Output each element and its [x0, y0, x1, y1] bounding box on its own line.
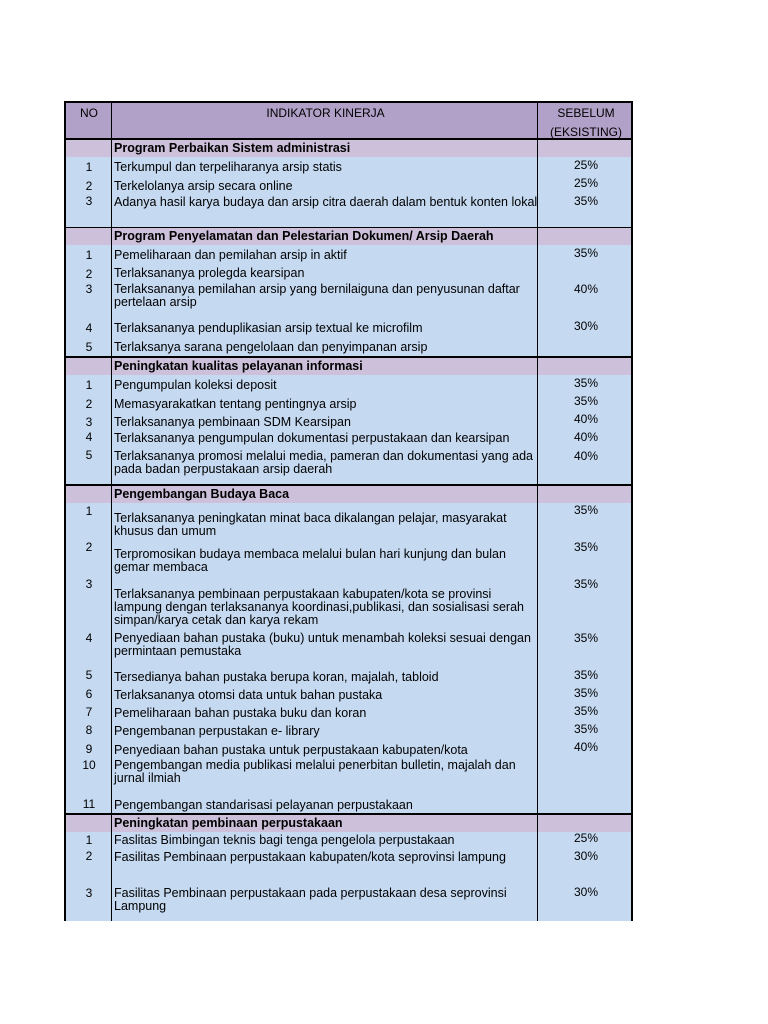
row-text: Pemeliharaan dan pemilahan arsip in aktif — [114, 248, 347, 262]
section-pembinaan-perpustakaan — [64, 813, 633, 921]
row-no: 1 — [85, 833, 93, 847]
row-no: 3 — [85, 282, 93, 296]
row-no: 3 — [85, 886, 93, 900]
row-pct: 35% — [573, 686, 599, 700]
row-text: Pengumpulan koleksi deposit — [114, 378, 277, 392]
section-administrasi — [64, 140, 633, 228]
row-pct: 35% — [573, 540, 599, 554]
row-no: 4 — [85, 631, 93, 645]
row-pct: 40% — [573, 412, 599, 426]
section-title: Program Penyelamatan dan Pelestarian Dokumen/ Arsip Daerah — [114, 229, 494, 243]
row-pct: 35% — [573, 246, 599, 260]
row-text: Tersedianya bahan pustaka berupa koran, majalah, tabloid — [114, 670, 439, 684]
row-no: 3 — [85, 415, 93, 429]
row-text: Penyediaan bahan pustaka untuk perpustakaan kabupaten/kota — [114, 743, 468, 757]
row-no: 7 — [85, 705, 93, 719]
row-text: Terlaksananya pengumpulan dokumentasi perpustakaan dan kearsipan — [114, 431, 510, 445]
row-pct: 25% — [573, 176, 599, 190]
row-no: 9 — [85, 742, 93, 756]
row-pct: 40% — [573, 430, 599, 444]
row-no: 3 — [85, 194, 93, 208]
row-no: 1 — [85, 160, 93, 174]
row-text: Pemeliharaan bahan pustaka buku dan koran — [114, 706, 367, 720]
row-text: Pengembangan media publikasi melalui penerbitan bulletin, majalah dan jurnal ilmiah — [114, 758, 516, 785]
section-title: Program Perbaikan Sistem administrasi — [114, 141, 351, 155]
row-text: Pengembangan standarisasi pelayanan perpustakaan — [114, 798, 413, 812]
header-no: NO — [80, 106, 98, 120]
indicator-table — [64, 101, 633, 921]
header-sebelum-line1: SEBELUM — [557, 106, 615, 120]
row-no: 5 — [85, 668, 93, 682]
row-no: 2 — [85, 540, 93, 554]
row-pct: 25% — [573, 158, 599, 172]
row-text: Terlaksananya penduplikasian arsip textual ke microfilm — [114, 321, 423, 335]
row-text: Adanya hasil karya budaya dan arsip citra daerah dalam bentuk konten lokal — [114, 195, 538, 209]
row-text: Penyediaan bahan pustaka (buku) untuk menambah koleksi sesuai dengan permintaan pemustaka — [114, 631, 531, 658]
row-text: Terlaksananya pembinaan SDM Kearsipan — [114, 415, 351, 429]
row-pct: 25% — [573, 831, 599, 845]
row-text: Fasilitas Pembinaan perpustakaan pada perpustakaan desa seprovinsi Lampung — [114, 886, 507, 913]
table-header — [64, 101, 633, 140]
section-title: Peningkatan kualitas pelayanan informasi — [114, 359, 363, 373]
row-no: 2 — [85, 849, 93, 863]
row-pct: 35% — [573, 722, 599, 736]
row-pct: 35% — [573, 631, 599, 645]
row-text: Terlaksananya prolegda kearsipan — [114, 266, 305, 280]
row-pct: 40% — [573, 740, 599, 754]
row-pct: 35% — [573, 194, 599, 208]
row-pct: 30% — [573, 319, 599, 333]
row-no: 10 — [82, 758, 96, 772]
section-pelayanan-informasi — [64, 356, 633, 484]
row-pct: 35% — [573, 577, 599, 591]
header-indikator: INDIKATOR KINERJA — [266, 106, 385, 120]
header-sebelum-line2: (EKSISTING) — [549, 125, 622, 139]
header-sebelum — [539, 104, 633, 142]
row-no: 4 — [85, 430, 93, 444]
row-pct: 40% — [573, 449, 599, 463]
row-pct: 40% — [573, 282, 599, 296]
row-text: Terlaksananya pemilahan arsip yang bernilaiguna dan penyusunan daftar pertelaan arsip — [114, 282, 520, 309]
row-pct: 30% — [573, 849, 599, 863]
row-text: Terpromosikan budaya membaca melalui bulan hari kunjung dan bulan gemar membaca — [114, 547, 506, 574]
row-no: 2 — [85, 179, 93, 193]
row-text: Pengembanan perpustakan e- library — [114, 724, 320, 738]
row-text: Fasilitas Pembinaan perpustakaan kabupaten/kota seprovinsi lampung — [114, 850, 506, 864]
row-no: 5 — [85, 340, 93, 354]
row-no: 1 — [85, 378, 93, 392]
row-text: Terkumpul dan terpeliharanya arsip statis — [114, 160, 342, 174]
row-text: Terlaksananya otomsi data untuk bahan pustaka — [114, 688, 383, 702]
row-no: 4 — [85, 321, 93, 335]
row-no: 11 — [82, 797, 96, 811]
row-no: 2 — [85, 267, 93, 281]
row-text: Terlaksananya peningkatan minat baca dikalangan pelajar, masyarakat khusus dan umum — [114, 511, 507, 538]
row-pct: 35% — [573, 668, 599, 682]
row-text: Memasyarakatkan tentang pentingnya arsip — [114, 397, 357, 411]
row-no: 2 — [85, 397, 93, 411]
row-pct: 35% — [573, 704, 599, 718]
row-pct: 35% — [573, 394, 599, 408]
row-no: 3 — [85, 577, 93, 591]
row-text: Terlaksananya promosi melalui media, pameran dan dokumentasi yang ada pada badan perpustakaan arsip daerah — [114, 449, 533, 476]
row-text: Terkelolanya arsip secara online — [114, 179, 293, 193]
row-pct: 30% — [573, 885, 599, 899]
row-text: Terlaksananya pembinaan perpustakaan kabupaten/kota se provinsi lampung dengan terlaksananya koordinasi,publikasi, dan sosialisasi serah simpan/karya cetak dan karya rekam — [114, 587, 524, 627]
row-no: 6 — [85, 687, 93, 701]
row-text: Terlaksanya sarana pengelolaan dan penyimpanan arsip — [114, 340, 428, 354]
row-no: 8 — [85, 723, 93, 737]
row-no: 1 — [85, 248, 93, 262]
row-pct: 35% — [573, 376, 599, 390]
section-penyelamatan — [64, 228, 633, 356]
row-text: Faslitas Bimbingan teknis bagi tenga pengelola perpustakaan — [114, 833, 455, 847]
section-title: Pengembangan Budaya Baca — [114, 487, 290, 501]
section-title: Peningkatan pembinaan perpustakaan — [114, 816, 343, 830]
row-pct: 35% — [573, 503, 599, 517]
section-budaya-baca — [64, 484, 633, 813]
row-no: 5 — [85, 448, 93, 462]
row-no: 1 — [85, 504, 93, 518]
